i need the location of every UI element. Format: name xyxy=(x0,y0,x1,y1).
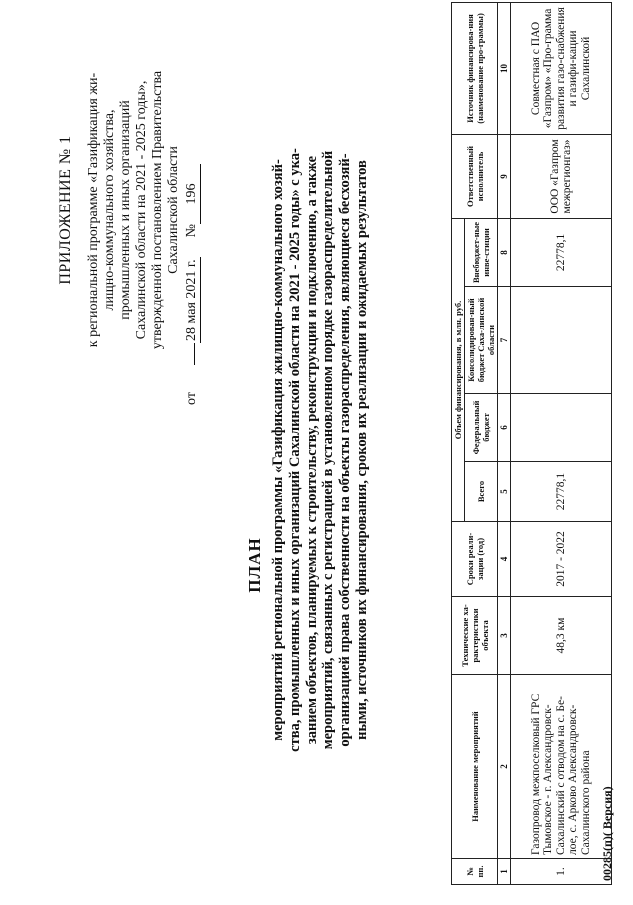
table-row xyxy=(511,2,612,884)
cell-extra: 22778,1 xyxy=(511,218,612,286)
plan-description-line: ными, источников их финансирования, сроков их реализации и ожидаемых результатов xyxy=(353,160,370,740)
column-number: 9 xyxy=(498,134,511,218)
column-number: 8 xyxy=(498,218,511,286)
cell-tech: 48,3 км xyxy=(511,597,612,675)
column-number: 10 xyxy=(498,2,511,134)
column-number: 2 xyxy=(498,675,511,859)
plan-title: ПЛАН xyxy=(245,537,264,593)
column-number: 1 xyxy=(498,859,511,885)
approval-line xyxy=(184,15,201,405)
cell-num: 1. xyxy=(511,859,612,885)
cell-name: Газопровод межпоселковый ГРС Тымовское - г. Александровск-Сахалинский с отводом на с. Бе-лое, с. Арково Александровск-Сахалинского района xyxy=(511,675,612,859)
column-number-row xyxy=(498,2,511,884)
appendix-line: лищно-коммунального хозяйства, xyxy=(102,109,117,311)
column-number: 4 xyxy=(498,522,511,597)
plan-description-line: мероприятий региональной программы «Газификация жилищно-коммунального хозяй- xyxy=(270,159,286,741)
appendix-line: к региональной программе «Газификация жи- xyxy=(86,72,101,348)
cell-period: 2017 - 2022 xyxy=(511,522,612,597)
header-regional: Консолидирован-ный бюджет Саха-линской области xyxy=(465,287,498,394)
plan-table xyxy=(451,2,612,885)
plan-description-line: организацией права собственности на объекты газораспределения, являющиеся бесхозяй- xyxy=(337,153,354,747)
plan-description xyxy=(270,105,371,795)
header-num: № пп. xyxy=(452,859,498,885)
header-period: Сроки реали-зации (год) xyxy=(452,522,498,597)
date-underline xyxy=(194,343,195,365)
header-name: Наименование мероприятий xyxy=(452,675,498,859)
header-extra: Внебюджет-ные инве-стиции xyxy=(465,218,498,286)
header-executor: Ответственный исполнитель xyxy=(452,134,498,218)
cell-total: 22778,1 xyxy=(511,462,612,522)
column-number: 6 xyxy=(498,394,511,462)
cell-executor: ООО «Газпром межрегионгаз» xyxy=(511,134,612,218)
appendix-line: Сахалинской области xyxy=(166,146,181,274)
plan-description-line: занием объектов, планируемых к строительству, реконструкции и подключению, а также xyxy=(303,155,320,745)
plan-description-line: мероприятий, связанных с регистрацией в установленном порядке газораспределительной xyxy=(320,150,337,750)
version-label: 00285(п)( Версия) xyxy=(600,786,614,881)
header-funding-group: Объем финансирования, в млн. руб. xyxy=(452,218,465,521)
appendix-title: ПРИЛОЖЕНИЕ № 1 xyxy=(57,135,74,285)
approval-number: 196 xyxy=(184,164,201,224)
header-tech: Технические ха-рактеристики объекта xyxy=(452,597,498,675)
column-number: 5 xyxy=(498,462,511,522)
appendix-block xyxy=(58,15,201,405)
cell-source: Совместная с ПАО «Газпром» «Про-грамма развития газо-снабжения и газифи-кации Сахалинской xyxy=(511,2,612,134)
header-source: Источник финансирова-ния (наименование про-граммы) xyxy=(452,2,498,134)
cell-federal xyxy=(511,394,612,462)
plan-description-line: ства, промышленных и иных организаций Сахалинской области на 2021 - 2025 годы» с ука- xyxy=(286,148,303,752)
appendix-line: утвержденной постановлением Правительства xyxy=(150,70,165,350)
appendix-line: промышленных и иных организаций xyxy=(118,100,133,320)
appendix-line: Сахалинской области на 2021 - 2025 годы», xyxy=(134,80,149,340)
column-number: 7 xyxy=(498,287,511,394)
cell-regional xyxy=(511,287,612,394)
number-label: № xyxy=(184,224,199,238)
column-number: 3 xyxy=(498,597,511,675)
approval-date: 28 мая 2021 г. xyxy=(184,259,199,341)
date-prefix: от xyxy=(184,392,199,405)
header-total: Всего xyxy=(465,462,498,522)
header-federal: Федеральный бюджет xyxy=(465,394,498,462)
